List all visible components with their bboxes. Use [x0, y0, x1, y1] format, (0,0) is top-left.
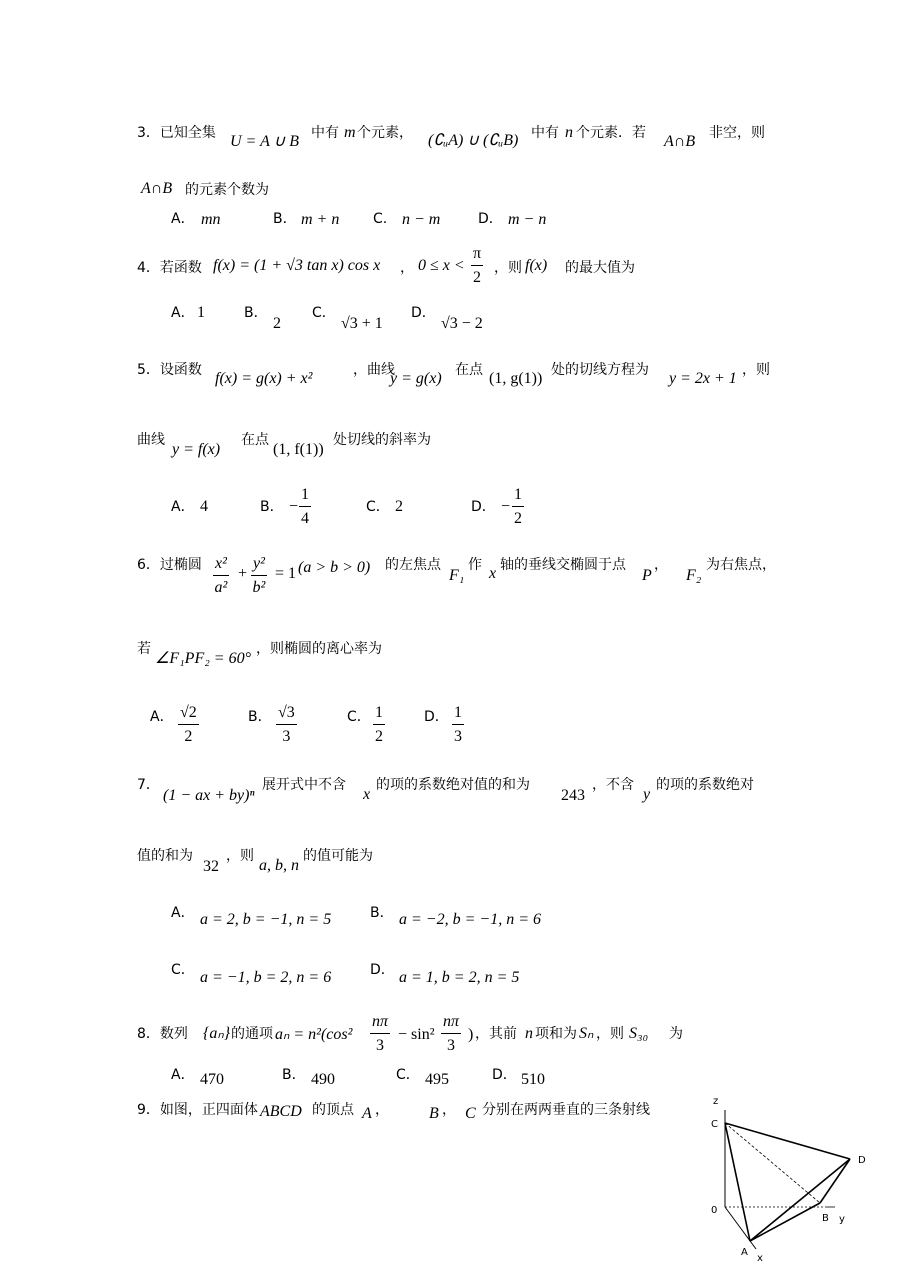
q6-text: 的左焦点 [385, 557, 441, 573]
q6-math: F₁ [449, 567, 465, 584]
q8-option-label: D． [492, 1067, 517, 1083]
q6-math: = 1 [275, 565, 297, 582]
q8-fraction [441, 1013, 461, 1055]
q7-math: x [363, 786, 371, 803]
q9-math: C [465, 1105, 476, 1122]
q6-text: 作 [468, 557, 482, 573]
label-D: D [858, 1155, 866, 1166]
q5-math: y = 2x + 1 [669, 370, 737, 387]
q5-math: y = f(x) [172, 441, 221, 458]
q8-option-value: 510 [521, 1071, 545, 1088]
q5-math: (1, f(1)) [273, 441, 324, 458]
q5-option-label: A． [171, 499, 195, 515]
q5-fraction-den: 4 [301, 510, 309, 527]
q9-text: ， [442, 1102, 456, 1118]
q7-value: 243 [561, 787, 585, 804]
q3-text: 的元素个数为 [185, 182, 269, 198]
q6-option-label: C． [347, 709, 371, 725]
q7-option-value: a = −2, b = −1, n = 6 [399, 911, 541, 928]
q4-option-label: C． [312, 305, 336, 321]
q5-option-value: 2 [395, 498, 403, 515]
q7-math: (1 − ax + by)ⁿ [163, 787, 255, 804]
q6-text: 6．过椭圆 [137, 557, 202, 573]
q7-value: 32 [203, 858, 219, 875]
x-axis [725, 1207, 756, 1249]
q3-option-label: C. [373, 211, 388, 227]
label-y: y [839, 1214, 845, 1225]
q5-math: f(x) = g(x) + x² [215, 370, 313, 387]
q3-option-label: B． [273, 211, 297, 227]
q7-math: a, b, n [259, 857, 299, 874]
q5-option-label: C． [366, 499, 390, 515]
q7-text: ，不含 [592, 777, 634, 793]
q4-math: f(x) [525, 257, 548, 274]
q8-text: 为 [669, 1026, 683, 1042]
q5-math: y = g(x) [390, 370, 442, 387]
q6-fraction [251, 555, 267, 597]
q4-option-value: 1 [197, 304, 205, 321]
q6-math: F₂ [686, 567, 702, 584]
q6-text: ，则椭圆的离心率为 [256, 641, 382, 657]
q6-math: P [642, 567, 652, 584]
q9-math: B [429, 1105, 439, 1122]
q6-fraction-num: √2 [178, 704, 199, 725]
q3-math: A∩B [141, 180, 173, 197]
q6-fraction-den: a² [214, 579, 228, 596]
edge-AB [750, 1203, 820, 1241]
q6-fraction-num: √3 [276, 704, 297, 725]
q4-text: ，则 [494, 260, 522, 276]
q5-option-label: D． [471, 499, 496, 515]
label-A: A [741, 1247, 748, 1258]
q3-option-label: A． [171, 211, 195, 227]
q4-option-value: √3 + 1 [341, 315, 383, 332]
q6-fraction-den: 2 [375, 728, 383, 745]
q8-option-value: 490 [311, 1071, 335, 1088]
q6-fraction-den: 3 [454, 728, 462, 745]
q4-option-label: D． [411, 305, 436, 321]
q9-text: 分别在两两垂直的三条射线 [482, 1102, 650, 1118]
q5-fraction-num: 1 [512, 486, 524, 507]
q8-math: {aₙ} [203, 1025, 231, 1042]
q4-fraction-den: 2 [473, 269, 482, 286]
q4-math: f(x) = (1 + √3 tan x) cos x [213, 257, 381, 274]
q8-option-label: A． [171, 1067, 195, 1083]
q7-option-label: C． [171, 962, 195, 978]
q5-option-value: 4 [200, 498, 208, 515]
q8-math: − sin² [398, 1026, 435, 1043]
q3-text: 3．已知全集 [137, 125, 216, 141]
q3-math: A∩B [664, 133, 696, 150]
q6-option-fraction [452, 704, 464, 746]
q5-text: ，则 [742, 362, 770, 378]
q4-text: 4．若函数 [137, 260, 202, 276]
q5-text: ，曲线 [353, 362, 395, 378]
q8-fraction [370, 1013, 390, 1055]
edge-CD [725, 1123, 850, 1159]
q8-text: 的通项 [231, 1026, 273, 1042]
label-z: z [713, 1096, 719, 1107]
q5-text: 处的切线方程为 [551, 362, 649, 378]
q3-math: (∁ᵤA) ∪ (∁ᵤB) [428, 132, 519, 149]
q6-option-label: D． [424, 709, 449, 725]
q5-math: (1, g(1)) [489, 370, 543, 387]
q6-option-fraction [373, 704, 385, 746]
q8-fraction-den: 3 [376, 1037, 384, 1054]
q8-fraction-num: nπ [441, 1013, 461, 1034]
q8-option-value: 470 [200, 1071, 224, 1088]
q6-text: 为右焦点， [706, 557, 776, 573]
q6-fraction-den: b² [252, 579, 266, 596]
q6-math: ∠F₁PF₂ = 60° [155, 650, 251, 667]
q9-text: 的顶点 [312, 1102, 354, 1118]
q5-text: 曲线 [137, 432, 165, 448]
q7-text: ，则 [226, 848, 254, 864]
q5-option-fraction [512, 486, 524, 528]
q3-text: 个元素， [357, 125, 413, 141]
q5-text: 5．设函数 [137, 362, 202, 378]
q8-option-value: 495 [425, 1071, 449, 1088]
q4-fraction [471, 245, 483, 287]
q8-option-label: C． [396, 1067, 420, 1083]
q9-text: 9．如图，正四面体 [137, 1102, 258, 1118]
q3-option-label: D． [478, 211, 503, 227]
q4-option-value: √3 − 2 [441, 315, 483, 332]
label-C: C [711, 1119, 718, 1130]
q6-option-label: B． [248, 709, 272, 725]
q8-math: Sₙ [579, 1025, 594, 1042]
label-x: x [757, 1253, 763, 1264]
q6-fraction-num: 1 [373, 704, 385, 725]
edge-AD [750, 1159, 850, 1241]
q3-math: U = A ∪ B [230, 133, 300, 150]
q6-fraction-num: 1 [452, 704, 464, 725]
q8-fraction-den: 3 [447, 1037, 455, 1054]
q4-text: ， [400, 260, 414, 276]
q5-text: 处切线的斜率为 [333, 432, 431, 448]
q6-text: ， [654, 557, 668, 573]
edge-BD [820, 1159, 850, 1203]
q3-option-value: m − n [508, 211, 547, 228]
q7-option-value: a = 1, b = 2, n = 5 [399, 969, 520, 986]
q8-fraction-num: nπ [370, 1013, 390, 1034]
q8-text: ，则 [596, 1026, 624, 1042]
q3-math: n [565, 124, 573, 141]
q3-text: 非空，则 [709, 125, 765, 141]
q4-option-value: 2 [273, 315, 281, 332]
q7-option-value: a = 2, b = −1, n = 5 [200, 911, 332, 928]
q8-text: 8．数列 [137, 1026, 188, 1042]
q7-option-label: A． [171, 905, 195, 921]
q3-text: 中有 [531, 125, 559, 141]
q6-math: x [489, 565, 497, 582]
q6-math: + [238, 565, 248, 582]
q5-text: 在点 [455, 362, 483, 378]
q8-math: aₙ = n²(cos² [275, 1026, 353, 1043]
q7-option-label: B． [370, 905, 394, 921]
q3-option-value: m + n [301, 211, 340, 228]
q6-fraction-num: x² [213, 555, 229, 576]
q8-math: S₃₀ [629, 1025, 649, 1042]
q9-text: ， [375, 1102, 389, 1118]
q8-text: 项和为 [535, 1026, 577, 1042]
q3-option-value: mn [201, 211, 221, 228]
q3-text: 个元素．若 [576, 125, 646, 141]
q9-math: ABCD [260, 1103, 302, 1120]
q6-fraction-num: y² [251, 555, 267, 576]
q8-text: ，其前 [475, 1026, 517, 1042]
q5-fraction-den: 2 [514, 510, 522, 527]
q7-text: 的项的系数绝对值的和为 [376, 777, 530, 793]
q4-math: 0 ≤ x < [418, 257, 465, 274]
q5-option-fraction [299, 486, 311, 528]
q3-math: m [344, 124, 356, 141]
q6-option-fraction [178, 704, 199, 746]
q7-option-label: D． [370, 962, 395, 978]
q6-fraction-den: 2 [184, 728, 193, 745]
q7-math: y [643, 786, 651, 803]
q6-fraction [213, 555, 229, 597]
q6-fraction-den: 3 [282, 728, 291, 745]
q5-option-label: B． [260, 499, 284, 515]
q7-text: 值的和为 [137, 848, 193, 864]
q5-option-sign: − [501, 498, 511, 515]
q6-math: (a > b > 0) [298, 559, 371, 576]
q5-option-sign: − [289, 498, 299, 515]
q7-text: 的项的系数绝对 [656, 777, 754, 793]
q6-option-fraction [276, 704, 297, 746]
q4-option-label: B． [244, 305, 268, 321]
q8-math: n [525, 1025, 533, 1042]
q6-option-label: A． [150, 709, 174, 725]
q7-text: 7． [137, 777, 160, 793]
q8-math: ) [468, 1026, 474, 1043]
q3-option-value: n − m [402, 211, 441, 228]
label-O: 0 [711, 1205, 718, 1216]
q4-fraction-num: π [471, 245, 483, 266]
q3-text: 中有 [311, 125, 339, 141]
q5-fraction-num: 1 [299, 486, 311, 507]
q8-option-label: B． [282, 1067, 306, 1083]
tetrahedron-figure [700, 1090, 880, 1280]
q6-text: 若 [137, 641, 151, 657]
label-B: B [822, 1213, 829, 1224]
q7-text: 的值可能为 [303, 848, 373, 864]
q7-text: 展开式中不含 [262, 777, 346, 793]
q5-text: 在点 [241, 432, 269, 448]
q9-math: A [362, 1105, 372, 1122]
q7-option-value: a = −1, b = 2, n = 6 [200, 969, 332, 986]
q4-option-label: A． [171, 305, 195, 321]
q4-text: 的最大值为 [565, 260, 635, 276]
q6-text: 轴的垂线交椭圆于点 [500, 557, 626, 573]
